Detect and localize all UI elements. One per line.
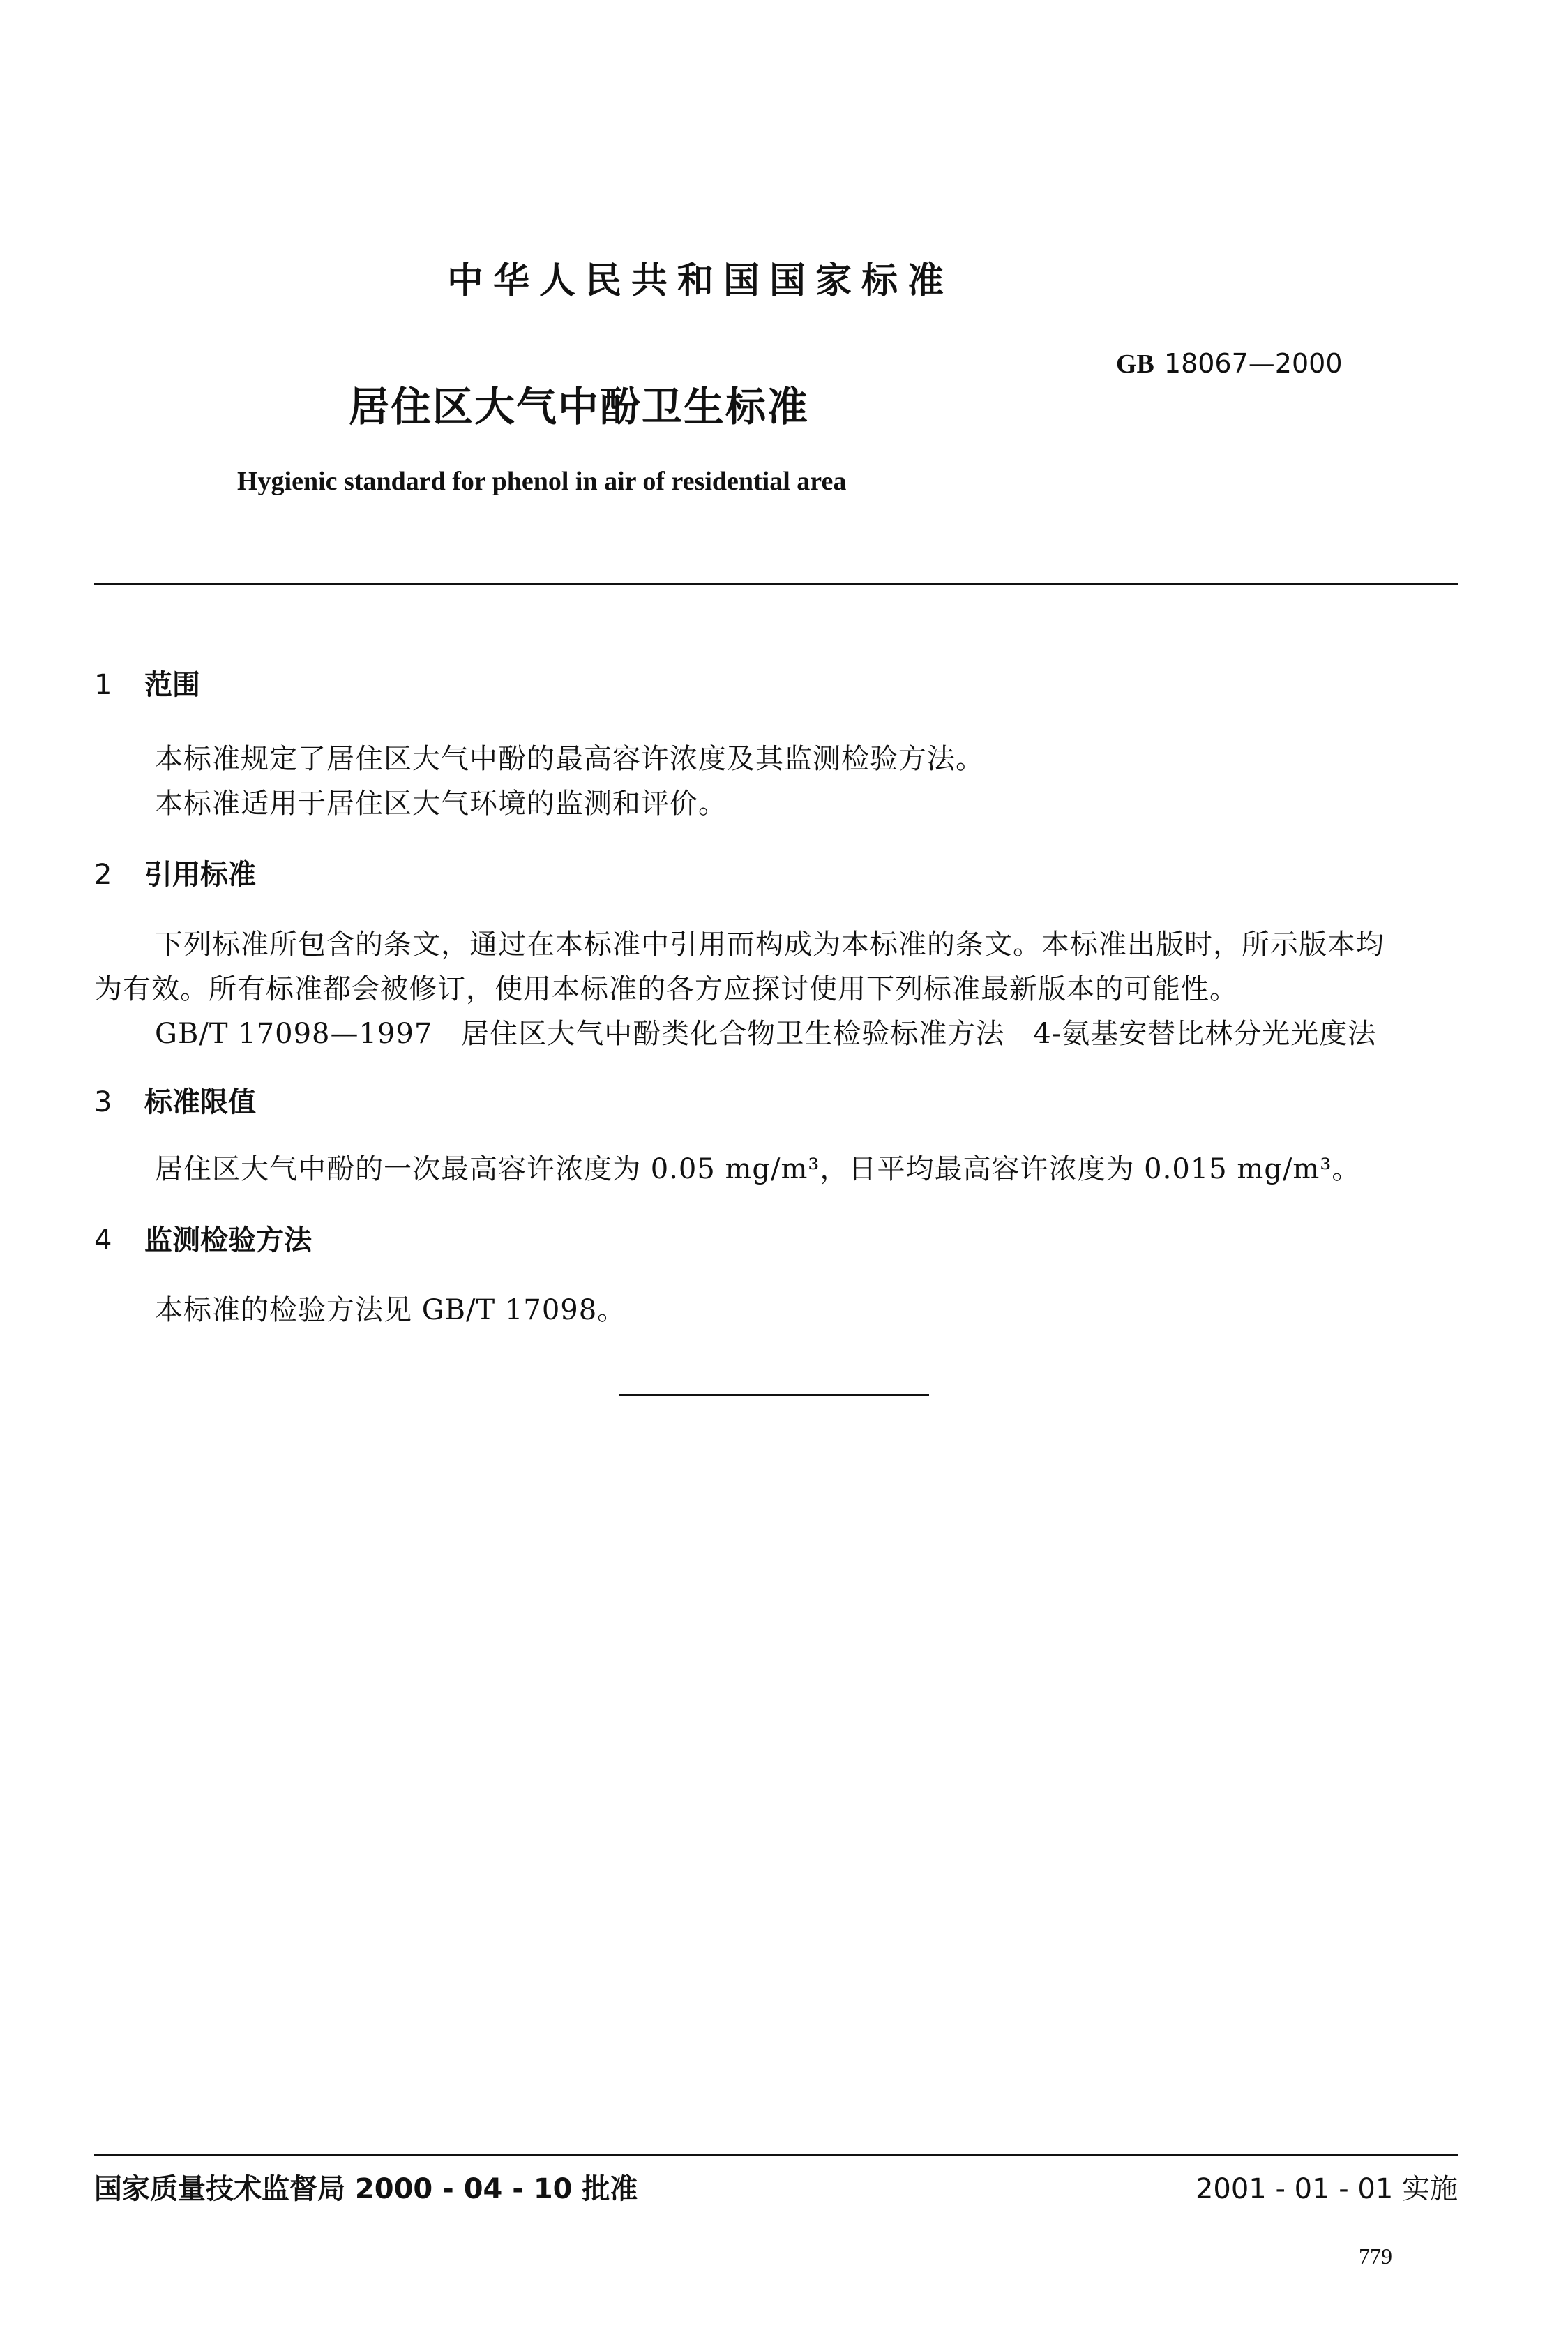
document-title-cn: 居住区大气中酚卫生标准 [349, 383, 810, 430]
standard-body-title: 中华人民共和国国家标准 [446, 260, 953, 302]
section-title: 范围 [144, 669, 200, 701]
approval-statement: 国家质量技术监督局 2000 - 04 - 10 批准 [94, 2173, 638, 2205]
section-number: 2 [94, 859, 112, 891]
section-1-paragraph-1: 本标准规定了居住区大气中酚的最高容许浓度及其监测检验方法。 [155, 743, 984, 775]
section-3-paragraph-1: 居住区大气中酚的一次最高容许浓度为 0.05 mg/m³，日平均最高容许浓度为 0.015 mg/m³。 [155, 1153, 1361, 1185]
header-divider [94, 583, 1458, 585]
section-title: 标准限值 [144, 1086, 256, 1118]
section-2-paragraph-2: 为有效。所有标准都会被修订，使用本标准的各方应探讨使用下列标准最新版本的可能性。 [94, 973, 1238, 1005]
section-1-heading [94, 663, 200, 703]
section-number: 3 [94, 1086, 112, 1118]
section-3-heading [94, 1080, 256, 1120]
footer-divider [94, 2154, 1458, 2156]
standard-code [1116, 347, 1343, 380]
section-4-paragraph-1: 本标准的检验方法见 GB/T 17098。 [155, 1294, 626, 1326]
section-4-heading [94, 1218, 312, 1258]
section-1-paragraph-2: 本标准适用于居住区大气环境的监测和评价。 [155, 788, 727, 820]
section-title: 引用标准 [144, 859, 256, 891]
standard-code-prefix: GB [1116, 350, 1154, 379]
section-number: 1 [94, 669, 112, 701]
section-number: 4 [94, 1224, 112, 1256]
section-2-paragraph-1: 下列标准所包含的条文，通过在本标准中引用而构成为本标准的条文。本标准出版时，所示版本均 [155, 929, 1385, 961]
referenced-standard: GB/T 17098—1997 居住区大气中酚类化合物卫生检验标准方法 4-氨基安替比林分光光度法 [155, 1018, 1377, 1050]
end-of-text-divider [619, 1394, 929, 1396]
standard-code-number: 18067—2000 [1163, 348, 1343, 379]
page-number: 779 [1359, 2244, 1392, 2269]
section-2-heading [94, 852, 256, 892]
document-title-en: Hygienic standard for phenol in air of residential area [237, 467, 847, 496]
section-title: 监测检验方法 [144, 1224, 312, 1256]
implementation-date: 2001 - 01 - 01 实施 [1195, 2173, 1458, 2205]
